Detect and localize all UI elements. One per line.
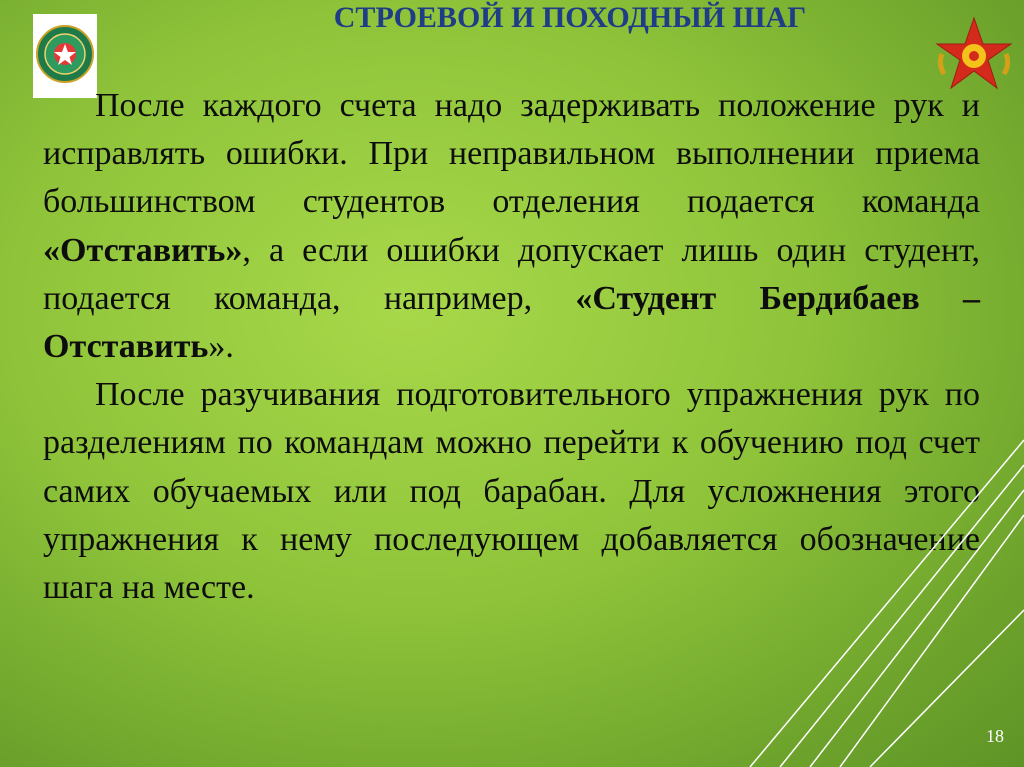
p1-text-c: ». xyxy=(208,328,234,366)
paragraph-1 xyxy=(43,82,980,371)
page-number: 18 xyxy=(986,726,1004,746)
p1-text-b: , а если ошибки допускает лишь один студент, подается команда, например, xyxy=(43,231,980,317)
slide-title: СТРОЕВОЙ И ПОХОДНЫЙ ШАГ xyxy=(333,1,807,34)
command-otstavit: «Отставить» xyxy=(43,231,243,269)
paragraph-2: После разучивания подготовительного упражнения рук по разделениям по командам можно перейти к обучению под счет самих обучаемых или под барабан. Для усложнения этого упражнения к нему последующем добавляется обозначение шага на месте. xyxy=(43,376,980,607)
p1-text-a: После каждого счета надо задерживать положение рук и исправлять ошибки. При неправильном выполнении приема большинством студентов отделения подается команда xyxy=(43,87,980,221)
decorative-lines xyxy=(720,420,1024,767)
command-student-otstavit: «Студент Бердибаев – Отставить xyxy=(43,279,981,366)
